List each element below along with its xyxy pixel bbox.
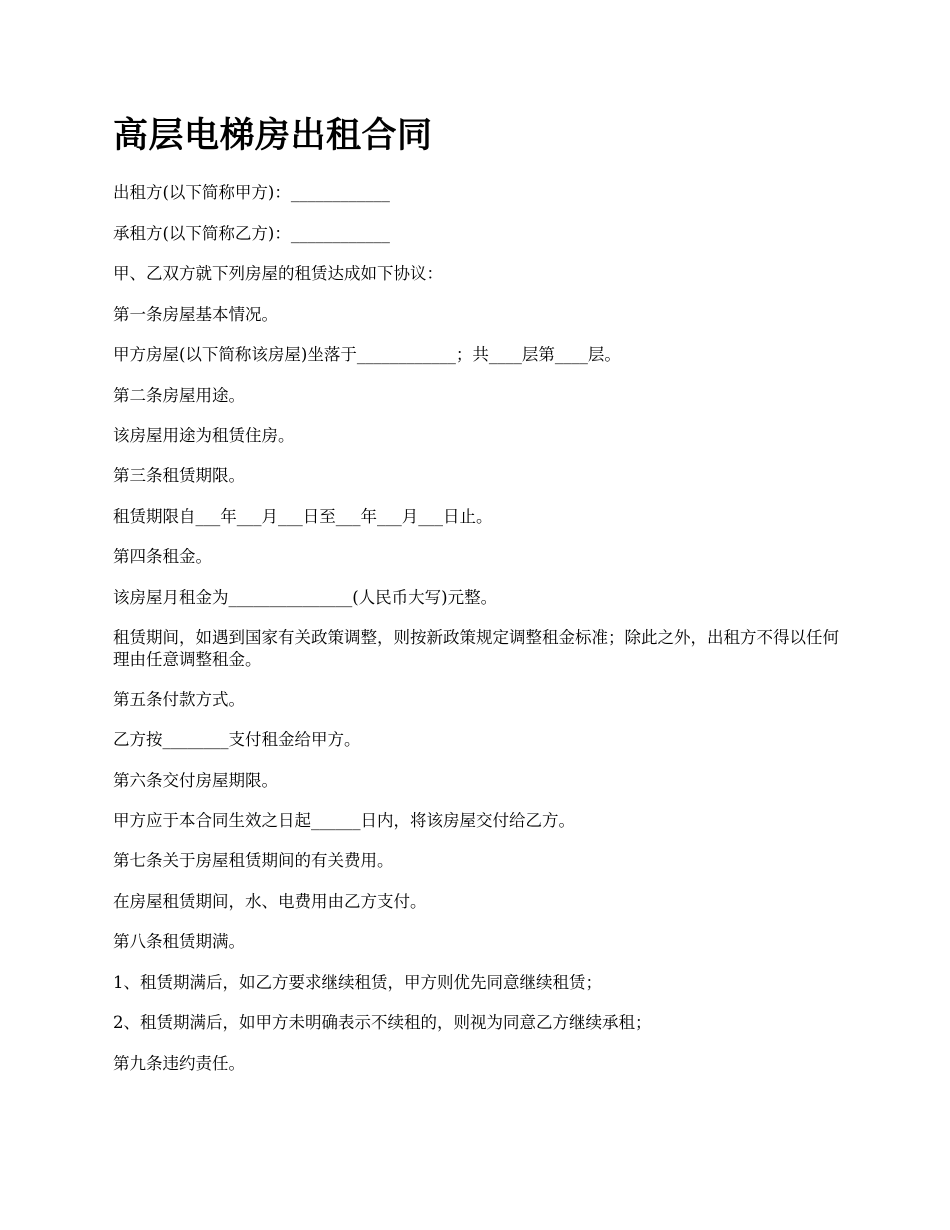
article-8-item-1: 1、租赁期满后，如乙方要求继续租赁，甲方则优先同意继续租赁； [113, 973, 602, 992]
article-1-heading: 第一条房屋基本情况。 [113, 305, 278, 324]
article-6-text: 甲方应于本合同生效之日起______日内，将该房屋交付给乙方。 [113, 811, 575, 830]
article-1-text: 甲方房屋(以下简称该房屋)坐落于____________；共____层第____层。 [113, 345, 621, 364]
article-2-text: 该房屋用途为租赁住房。 [113, 426, 295, 445]
article-2-heading: 第二条房屋用途。 [113, 386, 245, 405]
lessor-line: 出租方(以下简称甲方)：____________ [113, 183, 390, 202]
article-5-heading: 第五条付款方式。 [113, 690, 245, 709]
article-7-heading: 第七条关于房屋租赁期间的有关费用。 [113, 851, 394, 870]
article-4-heading: 第四条租金。 [113, 547, 212, 566]
article-3-text: 租赁期限自___年___月___日至___年___月___日止。 [113, 507, 493, 526]
document-title: 高层电梯房出租合同 [113, 115, 433, 156]
article-6-heading: 第六条交付房屋期限。 [113, 771, 278, 790]
article-8-heading: 第八条租赁期满。 [113, 932, 245, 951]
article-4-adjustment: 租赁期间，如遇到国家有关政策调整，则按新政策规定调整租金标准；除此之外，出租方不得以任何理由任意调整租金。 [113, 628, 839, 669]
agreement-intro: 甲、乙双方就下列房屋的租赁达成如下协议： [113, 264, 443, 283]
article-4-text: 该房屋月租金为_______________(人民币大写)元整。 [113, 588, 498, 607]
article-3-heading: 第三条租赁期限。 [113, 466, 245, 485]
article-8-item-2: 2、租赁期满后，如甲方未明确表示不续租的，则视为同意乙方继续承租； [113, 1013, 652, 1032]
article-7-text: 在房屋租赁期间，水、电费用由乙方支付。 [113, 892, 427, 911]
article-5-text: 乙方按________支付租金给甲方。 [113, 730, 361, 749]
article-9-heading: 第九条违约责任。 [113, 1054, 245, 1073]
lessee-line: 承租方(以下简称乙方)：____________ [113, 224, 390, 243]
